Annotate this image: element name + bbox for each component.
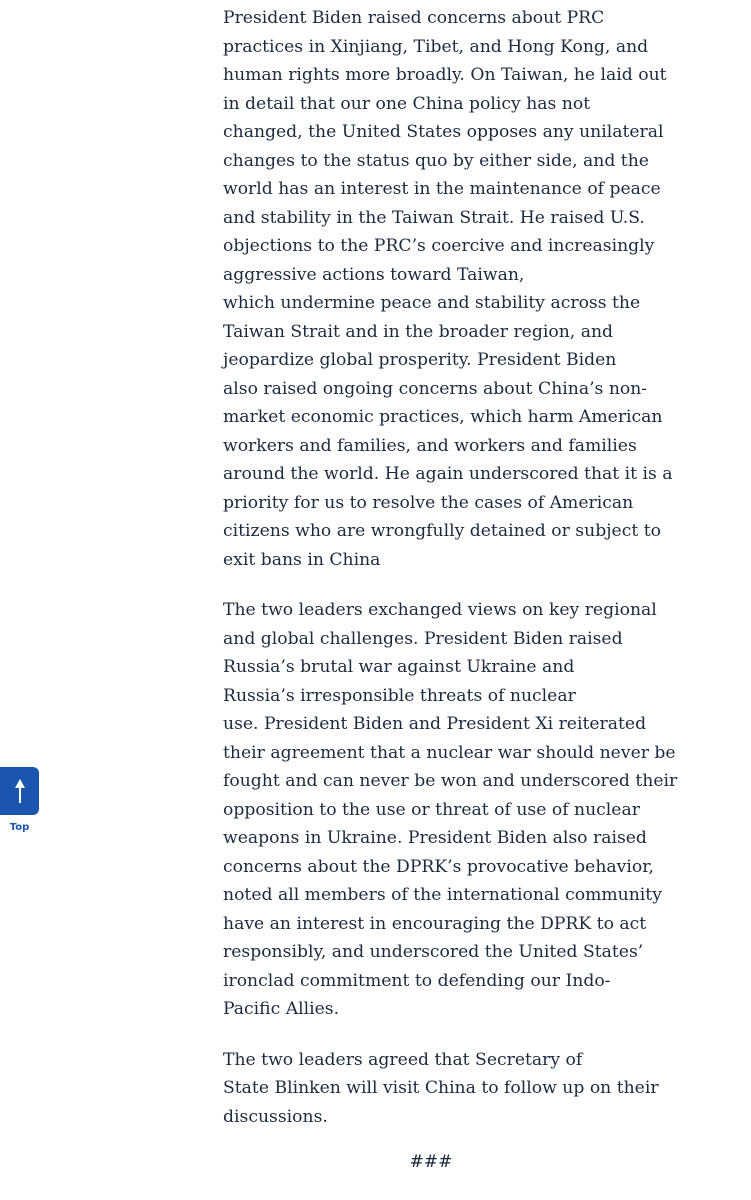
text-line: which undermine peace and stability across the <box>223 293 641 313</box>
text-line: changed, the United States opposes any unilateral <box>223 122 664 142</box>
text-line: State Blinken will visit China to follow up on their <box>223 1078 659 1098</box>
text-line: also raised ongoing concerns about China’s non- <box>223 378 648 399</box>
text-line: Russia’s brutal war against Ukraine and <box>223 657 575 677</box>
text-line: citizens who are wrongfully detained or subject to <box>223 521 661 541</box>
text-line: and stability in the Taiwan Strait. He raised U.S. <box>223 207 645 228</box>
text-line: discussions. <box>223 1106 328 1127</box>
text-line: market economic practices, which harm American <box>223 407 663 427</box>
arrow-up-icon <box>13 777 27 805</box>
paragraph-regional-challenges <box>223 596 678 1024</box>
text-line: world has an interest in the maintenance of peace <box>223 179 661 199</box>
text-line: aggressive actions toward Taiwan, <box>223 264 525 285</box>
text-line: fought and can never be won and underscored their <box>223 771 678 791</box>
article-body <box>223 0 678 1153</box>
text-line: priority for us to resolve the cases of American <box>223 492 634 513</box>
text-line: jeopardize global prosperity. President Biden <box>223 350 617 370</box>
text-line: ironclad commitment to defending our Indo- <box>223 970 611 991</box>
text-line: responsibly, and underscored the United States’ <box>223 942 644 962</box>
end-mark: ### <box>409 1152 453 1172</box>
back-to-top-button[interactable] <box>0 767 39 815</box>
text-line: President Biden raised concerns about PRC <box>223 8 605 28</box>
text-line: concerns about the DPRK’s provocative behavior, <box>223 856 655 877</box>
text-line: human rights more broadly. On Taiwan, he laid out <box>223 65 667 85</box>
text-line: have an interest in encouraging the DPRK to act <box>223 913 647 934</box>
text-line: and global challenges. President Biden raised <box>223 628 623 649</box>
text-line: The two leaders exchanged views on key regional <box>223 600 657 620</box>
text-line: weapons in Ukraine. President Biden also raised <box>223 828 647 848</box>
text-line: around the world. He again underscored that it is a <box>223 464 673 484</box>
paragraph-blinken-visit <box>223 1046 659 1132</box>
text-line: objections to the PRC’s coercive and increasingly <box>223 236 655 256</box>
back-to-top-label[interactable]: Top <box>9 822 30 833</box>
text-line: changes to the status quo by either side, and the <box>223 150 649 171</box>
paragraph-concerns <box>223 4 673 574</box>
text-line: noted all members of the international community <box>223 885 662 905</box>
text-line: exit bans in China <box>223 549 381 570</box>
text-line: Russia’s irresponsible threats of nuclear <box>223 685 576 706</box>
text-line: The two leaders agreed that Secretary of <box>223 1049 583 1070</box>
text-line: workers and families, and workers and families <box>223 435 637 456</box>
text-line: use. President Biden and President Xi reiterated <box>223 714 647 734</box>
text-line: in detail that our one China policy has not <box>223 93 591 114</box>
text-line: opposition to the use or threat of use of nuclear <box>223 799 640 820</box>
text-line: Pacific Allies. <box>223 999 340 1019</box>
text-line: their agreement that a nuclear war should never be <box>223 742 676 763</box>
text-line: Taiwan Strait and in the broader region, and <box>223 321 614 342</box>
text-line: practices in Xinjiang, Tibet, and Hong Kong, and <box>223 36 649 57</box>
